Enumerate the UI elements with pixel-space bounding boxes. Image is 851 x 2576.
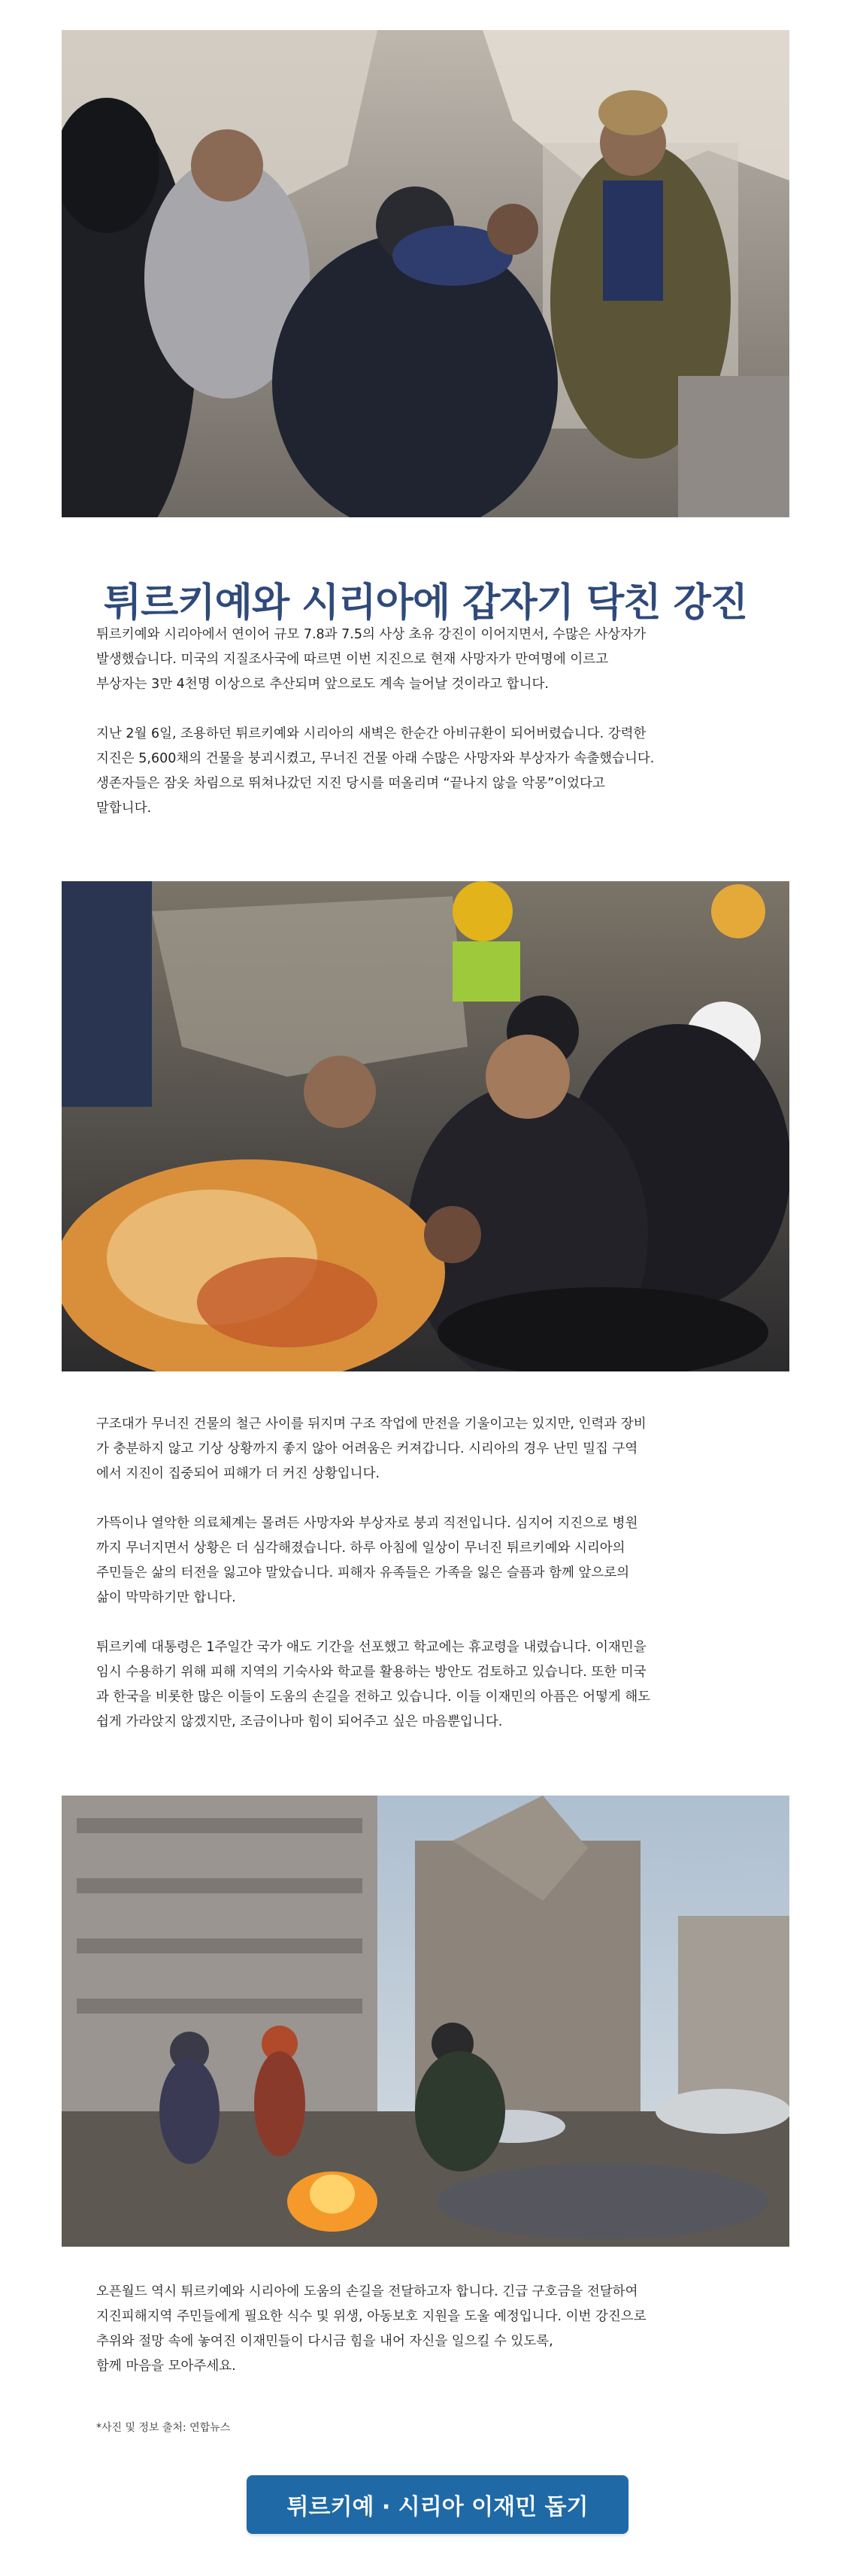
appeal-text [96, 2280, 765, 2379]
rescue-photo [62, 881, 789, 1371]
page-title: 튀르키예와 시리아에 갑자기 닥친 강진 [103, 580, 748, 626]
situation-paragraph: 구조대가 무너진 건물의 철근 사이를 뒤지며 구조 작업에 만전을 기울이고는 있지만, 인력과 장비 가 충분하지 않고 기상 상황까지 좋지 않아 어려움은 커져갑니다. 시리아의 경우 난민 밀집 구역 에서 지진이 집중되어 피해가 더 커진 상황입니다. [96, 1417, 647, 1481]
appeal-paragraph: 오픈월드 역시 튀르키예와 시리아에 도움의 손길을 전달하고자 합니다. 긴급 구호금을 전달하여 지진피해지역 주민들에게 필요한 식수 및 위생, 아동보호 지원을 도울 예정입니다. 이번 강진으로 추위와 절망 속에 놓여진 이재민들이 다시금 힘을 내어 자신을 일으킬 수 있도록, 함께 마음을 모아주세요. [96, 2284, 647, 2374]
intro-paragraph: 튀르키예와 시리아에서 연이어 규모 7.8과 7.5의 사상 초유 강진이 이어지면서, 수많은 사상자가 발생했습니다. 미국의 지질조사국에 따르면 이번 지진으로 현재 사망자가 만여명에 이르고 부상자는 3만 4천명 이상으로 추산되며 앞으로도 계속 늘어날 것이라고 합니다. [96, 627, 646, 692]
situation-paragraph: 튀르키예 대통령은 1주일간 국가 애도 기간을 선포했고 학교에는 휴교령을 내렸습니다. 이재민을 임시 수용하기 위해 피해 지역의 기숙사와 학교를 활용하는 방안도 검토하고 있습니다. 또한 미국 과 한국을 비롯한 많은 이들이 도움의 손길을 전하고 있습니다. 이들 이재민의 아픔은 어떻게 해도 쉽게 가라앉지 않겠지만, 조금이나마 힘이 되어주고 싶은 마음뿐입니다. [96, 1640, 651, 1729]
ruins-photo [62, 1796, 789, 2247]
situation-paragraph: 가뜩이나 열악한 의료체계는 몰려든 사망자와 부상자로 붕괴 직전입니다. 심지어 지진으로 병원 까지 무너지면서 상황은 더 심각해졌습니다. 하루 아침에 일상이 무너진 튀르키예와 시리아의 주민들은 삶의 터전을 잃고야 말았습니다. 피해자 유족들은 가족을 잃은 슬픔과 함께 앞으로의 삶이 막막하기만 합니다. [96, 1516, 638, 1605]
intro-paragraph: 지난 2월 6일, 조용하던 튀르키예와 시리아의 새벽은 한순간 아비규환이 되어버렸습니다. 강력한 지진은 5,600채의 건물을 붕괴시켰고, 무너진 건물 아래 수많은 사망자와 부상자가 속출했습니다. 생존자들은 잠옷 차림으로 뛰쳐나갔던 지진 당시를 떠올리며 “끝나지 않을 악몽”이었다고 말합니다. [96, 726, 655, 816]
intro-text [96, 623, 765, 821]
situation-text [96, 1412, 765, 1735]
donate-button[interactable]: 튀르키예 · 시리아 이재민 돕기 [247, 2475, 628, 2534]
hero-photo [62, 30, 789, 517]
photo-source-note: *사진 및 정보 출처: 연합뉴스 [96, 2422, 231, 2434]
